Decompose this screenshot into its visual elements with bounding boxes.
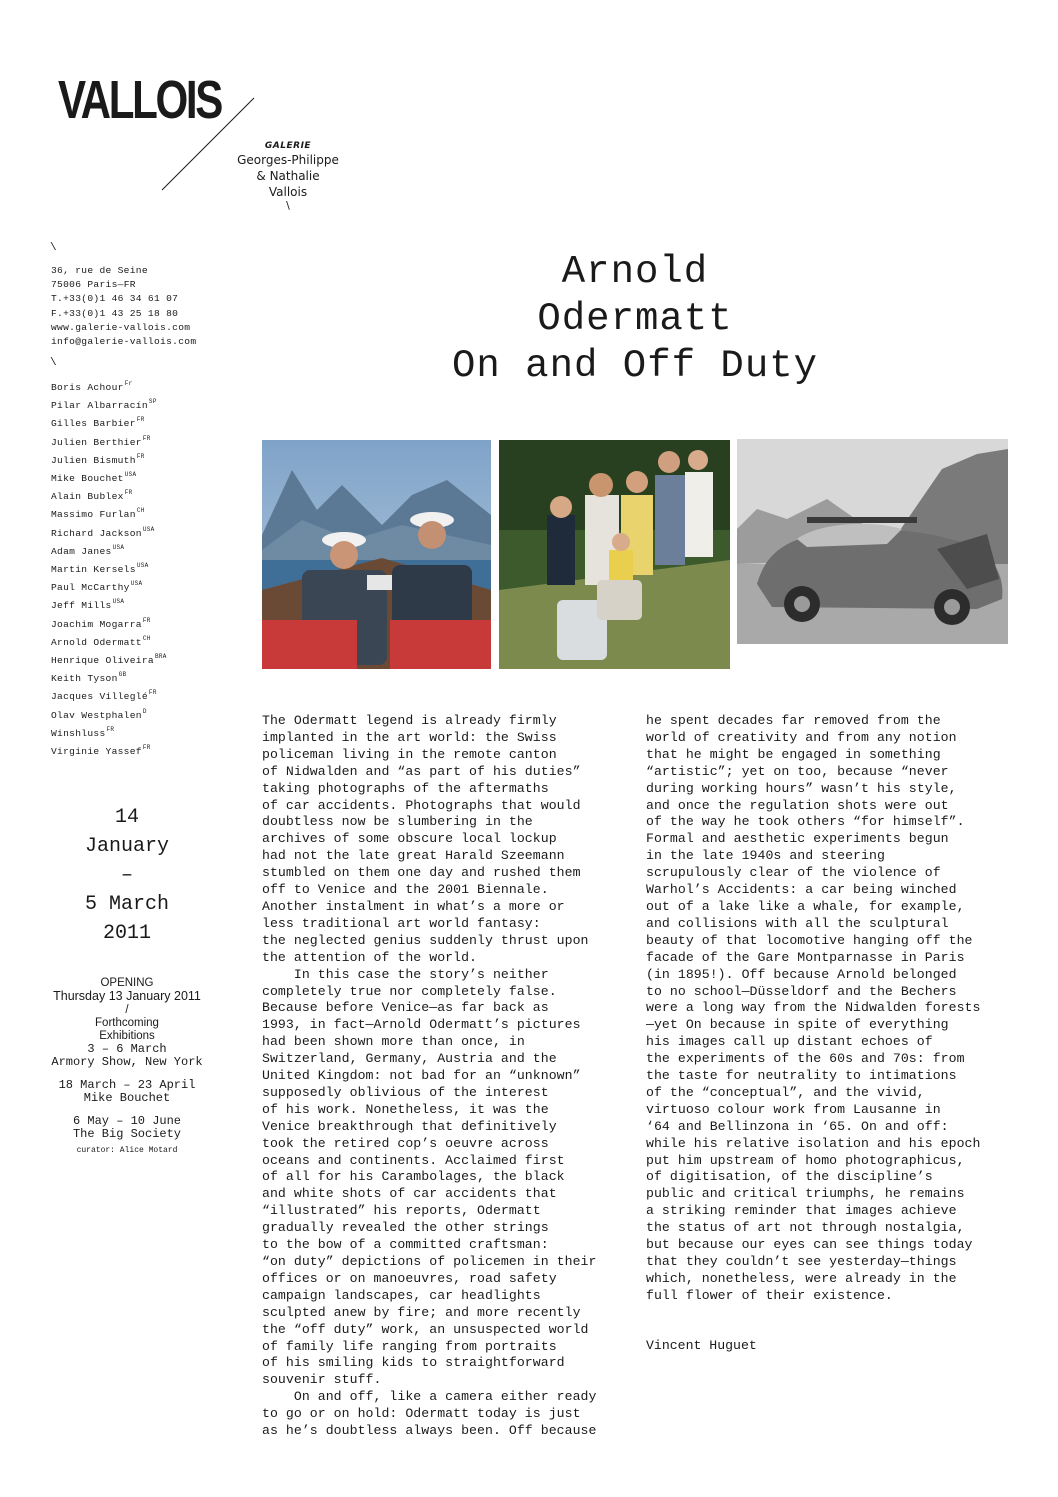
article-column-1: The Odermatt legend is already firmly implanted in the art world: the Swiss policeman living in the remote canton of Nidwalden and “as part of his duties” taking photographs of the aftermaths of car accidents. Photographs that would doubtless now be slumbering in the archives of some obscure local lockup had not the late great Harald Szeemann stumbled on them one day and rushed them off to Venice and the 2001 Biennale. Another instalment in what’s a more or less traditional art world fantasy: the neglected genius suddenly thrust upon the attention of the world. In this case the story’s neither completely true nor completely false. Because before Venice—as far back as 1993, in fact—Arnold Odermatt’s pictures had been shown more than once, in Switzerland, Germany, Austria and the United Kingdom: not bad for an “unknown” supposedly oblivious of the interest of his work. Nonetheless, it was the Venice breakthrough that definitively took the retired cop’s oeuvre across oceans and continents. Acclaimed first of all for his Carambolages, the black and white shots of car accidents that “illustrated” his reports, Odermatt gradually revealed the other strings to the bow of a committed craftsman: “on duty” depictions of policemen in their offices or on manoeuvres, road safety campaign landscapes, car headlights sculpted anew by fire; and more recently the “off duty” work, an unsuspected world of family life ranging from portraits of his smiling kids to straightforward souvenir stuff. On and off, like a camera either ready to go or on hold: Odermatt today is just as he’s doubtless always been. Off because bbox=[262, 713, 597, 1439]
events-block bbox=[40, 977, 214, 1157]
artist-item[interactable] bbox=[51, 723, 167, 741]
artist-item[interactable] bbox=[51, 577, 167, 595]
artist-name: Julien Bismuth bbox=[51, 454, 136, 466]
artist-country: FR bbox=[142, 616, 151, 624]
opening-date: Thursday 13 January 2011 bbox=[53, 989, 201, 1003]
artist-name: Boris Achour bbox=[51, 382, 124, 393]
artist-name: Martin Kersels bbox=[51, 564, 136, 576]
galerie-name-line: & Nathalie bbox=[256, 169, 320, 183]
artist-country: CH bbox=[136, 507, 145, 515]
galerie-label: GALERIE bbox=[264, 141, 312, 151]
artist-item[interactable] bbox=[51, 668, 167, 686]
artist-country: FR bbox=[136, 416, 145, 424]
artist-name: Winshluss bbox=[51, 727, 106, 739]
forthcoming-label: Forthcoming bbox=[95, 1017, 159, 1029]
artist-name: Alain Bublex bbox=[51, 491, 124, 503]
telephone: T.+33(0)1 46 34 61 07 bbox=[51, 293, 179, 305]
exhibition-dates bbox=[40, 803, 214, 948]
artist-name: Adam Janes bbox=[51, 545, 112, 557]
artist-item[interactable] bbox=[51, 559, 167, 577]
backslash-mark: \ bbox=[286, 199, 290, 212]
artist-item[interactable] bbox=[51, 377, 167, 395]
postcode-text: 75006 Paris bbox=[51, 279, 118, 291]
artist-name: Olav Westphalen bbox=[51, 709, 142, 721]
separator: / bbox=[125, 1004, 129, 1016]
email-link[interactable]: info@galerie-vallois.com bbox=[51, 336, 197, 348]
forthcoming-label: Exhibitions bbox=[99, 1030, 155, 1042]
artist-name: Richard Jackson bbox=[51, 527, 142, 539]
event-name: Armory Show, New York bbox=[51, 1055, 203, 1069]
artist-country: FR bbox=[148, 689, 157, 697]
photo-policemen-boat bbox=[262, 440, 491, 669]
artist-name: Pilar Albarracín bbox=[51, 400, 148, 412]
artist-name: Virginie Yassef bbox=[51, 746, 142, 758]
artist-item[interactable] bbox=[51, 468, 167, 486]
artist-country: USA bbox=[112, 598, 125, 606]
backslash-mark: \ bbox=[50, 357, 57, 369]
artist-item[interactable] bbox=[51, 523, 167, 541]
backslash-mark: \ bbox=[50, 242, 57, 254]
artist-country: FR bbox=[124, 489, 133, 497]
artist-item[interactable] bbox=[51, 486, 167, 504]
artist-country: CH bbox=[142, 634, 151, 642]
artist-country: FR bbox=[106, 725, 115, 733]
artist-country: USA bbox=[130, 580, 143, 588]
artist-country: Fr bbox=[124, 380, 133, 387]
date-line: 14 bbox=[114, 806, 139, 829]
event-name: Mike Bouchet bbox=[83, 1091, 171, 1105]
artist-country: USA bbox=[136, 562, 149, 570]
artist-item[interactable] bbox=[51, 686, 167, 704]
artist-item[interactable] bbox=[51, 395, 167, 413]
artist-name: Jacques Villeglé bbox=[51, 691, 148, 703]
artist-name: Jeff Mills bbox=[51, 600, 112, 612]
event-curator: curator: Alice Motard bbox=[76, 1146, 178, 1155]
artist-country: GB bbox=[118, 671, 127, 679]
artist-item[interactable] bbox=[51, 741, 167, 759]
address-postcode: 75006 Paris—FR bbox=[51, 279, 136, 291]
artist-country: USA bbox=[124, 471, 137, 479]
country-code: FR bbox=[123, 279, 136, 291]
page-title bbox=[380, 249, 890, 390]
artist-country: USA bbox=[112, 543, 125, 551]
title-artist-last: Odermatt bbox=[537, 297, 733, 341]
artist-country: FR bbox=[136, 452, 145, 460]
date-line: 5 March bbox=[84, 893, 169, 916]
artist-item[interactable] bbox=[51, 614, 167, 632]
event-name: The Big Society bbox=[72, 1127, 182, 1141]
artist-country: SP bbox=[148, 398, 157, 406]
artist-country: USA bbox=[142, 525, 155, 533]
artist-country: FR bbox=[142, 744, 151, 752]
artist-name: Gilles Barbier bbox=[51, 418, 136, 430]
photo-family-portrait bbox=[499, 440, 730, 669]
date-line: – bbox=[120, 864, 133, 887]
galerie-name-line: Vallois bbox=[268, 185, 308, 199]
photo-crashed-car bbox=[737, 439, 1008, 644]
artist-item[interactable] bbox=[51, 632, 167, 650]
title-show: On and Off Duty bbox=[451, 344, 819, 388]
artist-item[interactable] bbox=[51, 541, 167, 559]
artist-item[interactable] bbox=[51, 450, 167, 468]
article-author: Vincent Huguet bbox=[646, 1338, 757, 1353]
artist-name: Arnold Odermatt bbox=[51, 636, 142, 648]
artist-name: Keith Tyson bbox=[51, 673, 118, 685]
opening-label: OPENING bbox=[100, 977, 154, 989]
article-column-2: he spent decades far removed from the world of creativity and from any notion that he might be engaged in something “artistic”; yet on too, because “never during working hours” wasn’t his style, and once the regulation shots were out of the way he took others “for himself”. Formal and aesthetic experiments begun in the late 1940s and steering scrupulously clear of the violence of Warhol’s Accidents: a car being winched out of a lake like a whale, for example, and collisions with all the sculptural beauty of that locomotive hanging off the facade of the Gare Montparnasse in Paris (in 1895!). Off because Arnold belonged to no school—Düsseldorf and the Bechers were a long way from the Nidwalden forests —yet On because in spite of everything his images call up distant echoes of the experiments of the 60s and 70s: from the taste for neutrality to intimations of the “conceptual”, and the vivid, virtuoso colour work from Lausanne in ‘64 and Bellinzona in ‘65. On and off: while his relative isolation and his epoch put him upstream of homo photographicus, of digitisation, of the discipline’s public and critical triumphs, he remains a striking reminder that images achieve the status of art not through nostalgia, but because our eyes can see things today that they couldn’t see yesterday—things which, nonetheless, were already in the full flower of their existence. bbox=[646, 713, 981, 1303]
artist-list bbox=[51, 377, 167, 759]
event-dates: 18 March – 23 April bbox=[58, 1078, 196, 1092]
date-line: January bbox=[84, 835, 169, 858]
address-street: 36, rue de Seine bbox=[51, 265, 148, 276]
galerie-name bbox=[222, 152, 354, 200]
contact-block bbox=[51, 264, 196, 349]
artist-country: BRA bbox=[154, 653, 167, 661]
fax: F.+33(0)1 43 25 18 80 bbox=[51, 307, 179, 319]
date-line: 2011 bbox=[102, 922, 151, 945]
artist-item[interactable] bbox=[51, 650, 167, 668]
galerie-name-line: Georges-Philippe bbox=[237, 153, 339, 167]
artist-item[interactable] bbox=[51, 413, 167, 431]
event-dates: 3 – 6 March bbox=[87, 1042, 167, 1056]
artist-name: Paul McCarthy bbox=[51, 582, 130, 594]
gallery-logo: VALLOIS bbox=[58, 70, 222, 130]
title-artist-first: Arnold bbox=[561, 250, 709, 294]
artist-name: Mike Bouchet bbox=[51, 473, 124, 485]
artist-country: D bbox=[142, 707, 147, 715]
artist-item[interactable] bbox=[51, 595, 167, 613]
website-link[interactable]: www.galerie-vallois.com bbox=[51, 321, 191, 333]
artist-name: Julien Berthier bbox=[51, 436, 142, 448]
artist-name: Massimo Furlan bbox=[51, 509, 136, 521]
artist-country: FR bbox=[142, 434, 151, 442]
artist-name: Joachim Mogarra bbox=[51, 618, 142, 630]
artist-item[interactable] bbox=[51, 432, 167, 450]
artist-name: Henrique Oliveira bbox=[51, 655, 154, 667]
artist-item[interactable] bbox=[51, 705, 167, 723]
event-dates: 6 May – 10 June bbox=[72, 1114, 182, 1128]
galerie-block bbox=[222, 141, 354, 212]
artist-item[interactable] bbox=[51, 504, 167, 522]
